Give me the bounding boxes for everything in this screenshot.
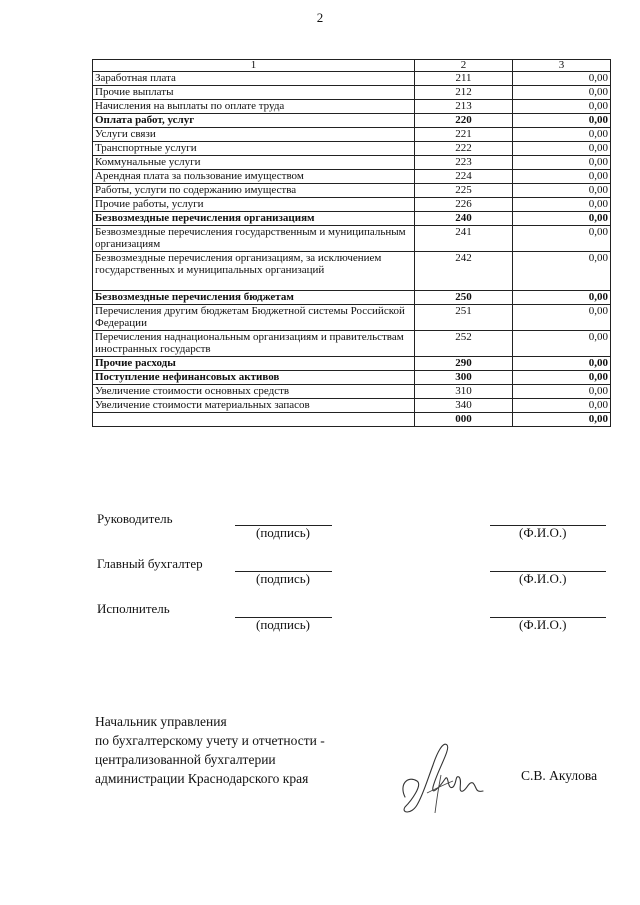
row-name: Перечисления другим бюджетам Бюджетной системы Российской Федерации [93, 305, 415, 331]
header-col-1: 1 [93, 60, 415, 72]
row-code: 220 [415, 114, 513, 128]
footer-line: по бухгалтерскому учету и отчетности - [95, 733, 325, 748]
row-value: 0,00 [513, 86, 611, 100]
row-name: Прочие расходы [93, 357, 415, 371]
row-code: 240 [415, 212, 513, 226]
row-value: 0,00 [513, 198, 611, 212]
row-name: Увеличение стоимости материальных запасов [93, 399, 415, 413]
row-name: Транспортные услуги [93, 142, 415, 156]
name-caption: (Ф.И.О.) [519, 571, 567, 586]
table-row [93, 184, 611, 198]
row-value: 0,00 [513, 305, 611, 331]
row-name: Безвозмездные перечисления организациям, за исключением государственных и муниципальных организаций [93, 252, 415, 291]
table-row [93, 100, 611, 114]
row-code: 242 [415, 252, 513, 291]
table-body [93, 72, 611, 427]
row-value: 0,00 [513, 252, 611, 291]
row-code: 310 [415, 385, 513, 399]
table-row [93, 385, 611, 399]
row-value: 0,00 [513, 291, 611, 305]
name-caption: (Ф.И.О.) [519, 617, 567, 632]
table-row [93, 399, 611, 413]
row-value: 0,00 [513, 226, 611, 252]
table-row [93, 72, 611, 86]
row-name: Безвозмездные перечисления организациям [93, 212, 415, 226]
role-label-director: Руководитель [97, 511, 173, 526]
row-value: 0,00 [513, 385, 611, 399]
row-name [93, 413, 415, 427]
footer-line: Начальник управления [95, 714, 227, 729]
table-row [93, 156, 611, 170]
row-name: Начисления на выплаты по оплате труда [93, 100, 415, 114]
name-caption: (Ф.И.О.) [519, 525, 567, 540]
row-value: 0,00 [513, 142, 611, 156]
row-name: Увеличение стоимости основных средств [93, 385, 415, 399]
role-label-executor: Исполнитель [97, 601, 170, 616]
row-code: 222 [415, 142, 513, 156]
table-row [93, 226, 611, 252]
row-code: 290 [415, 357, 513, 371]
row-value: 0,00 [513, 156, 611, 170]
row-code: 340 [415, 399, 513, 413]
expense-table [92, 59, 611, 427]
signature-caption: (подпись) [256, 617, 310, 632]
row-name: Перечисления наднациональным организациям и правительствам иностранных государств [93, 331, 415, 357]
table-row [93, 413, 611, 427]
row-code: 250 [415, 291, 513, 305]
row-name: Арендная плата за пользование имуществом [93, 170, 415, 184]
row-name: Прочие выплаты [93, 86, 415, 100]
table-header-row [93, 60, 611, 72]
row-name: Работы, услуги по содержанию имущества [93, 184, 415, 198]
row-name: Оплата работ, услуг [93, 114, 415, 128]
row-code: 252 [415, 331, 513, 357]
signature-caption: (подпись) [256, 525, 310, 540]
row-code: 000 [415, 413, 513, 427]
row-code: 221 [415, 128, 513, 142]
header-col-2: 2 [415, 60, 513, 72]
row-code: 225 [415, 184, 513, 198]
table-row [93, 331, 611, 357]
row-name: Безвозмездные перечисления бюджетам [93, 291, 415, 305]
row-value: 0,00 [513, 184, 611, 198]
table-row [93, 357, 611, 371]
header-col-3: 3 [513, 60, 611, 72]
row-value: 0,00 [513, 100, 611, 114]
row-code: 212 [415, 86, 513, 100]
table-row [93, 198, 611, 212]
footer-line: администрации Краснодарского края [95, 771, 309, 786]
row-value: 0,00 [513, 170, 611, 184]
row-name: Прочие работы, услуги [93, 198, 415, 212]
row-value: 0,00 [513, 114, 611, 128]
signature-caption: (подпись) [256, 571, 310, 586]
row-value: 0,00 [513, 371, 611, 385]
footer-position-text [95, 712, 325, 788]
row-value: 0,00 [513, 72, 611, 86]
row-name: Заработная плата [93, 72, 415, 86]
row-code: 241 [415, 226, 513, 252]
row-value: 0,00 [513, 413, 611, 427]
row-code: 223 [415, 156, 513, 170]
table-row [93, 252, 611, 291]
row-code: 300 [415, 371, 513, 385]
row-name: Поступление нефинансовых активов [93, 371, 415, 385]
row-code: 251 [415, 305, 513, 331]
page-number: 2 [316, 10, 324, 25]
row-code: 224 [415, 170, 513, 184]
role-label-chief-accountant: Главный бухгалтер [97, 556, 203, 571]
handwritten-signature [397, 735, 489, 820]
row-code: 226 [415, 198, 513, 212]
signatory-name: С.В. Акулова [521, 768, 598, 783]
row-value: 0,00 [513, 399, 611, 413]
row-value: 0,00 [513, 128, 611, 142]
footer-line: централизованной бухгалтерии [95, 752, 276, 767]
table-row [93, 291, 611, 305]
table-row [93, 170, 611, 184]
row-value: 0,00 [513, 212, 611, 226]
row-code: 213 [415, 100, 513, 114]
row-name: Услуги связи [93, 128, 415, 142]
table-row [93, 142, 611, 156]
table-row [93, 86, 611, 100]
table-row [93, 305, 611, 331]
row-value: 0,00 [513, 331, 611, 357]
row-code: 211 [415, 72, 513, 86]
table-row [93, 128, 611, 142]
table-row [93, 371, 611, 385]
row-value: 0,00 [513, 357, 611, 371]
row-name: Безвозмездные перечисления государственным и муниципальным организациям [93, 226, 415, 252]
row-name: Коммунальные услуги [93, 156, 415, 170]
table-row [93, 114, 611, 128]
table-row [93, 212, 611, 226]
